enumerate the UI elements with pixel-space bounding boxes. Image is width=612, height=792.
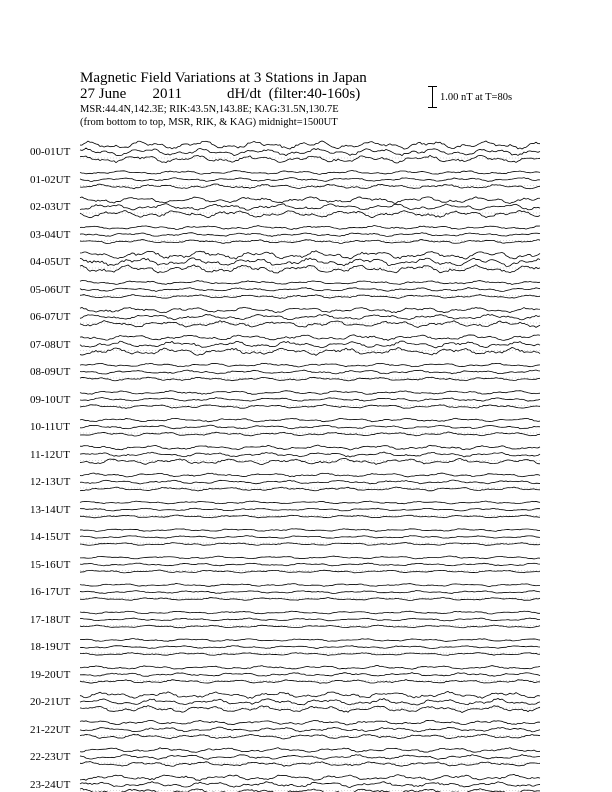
trace-kag <box>80 473 540 477</box>
row-label: 23-24UT <box>30 778 71 791</box>
trace-kag <box>80 363 540 367</box>
trace-kag <box>80 281 540 285</box>
row-label: 17-18UT <box>30 613 71 626</box>
trace-msr <box>80 347 540 355</box>
trace-msr <box>80 734 540 739</box>
trace-kag <box>80 611 540 614</box>
trace-kag <box>80 501 540 504</box>
trace-kag <box>80 583 540 586</box>
chart-title: Magnetic Field Variations at 3 Stations in Japan <box>80 70 367 86</box>
station-coordinates: MSR:44.4N,142.3E; RIK:43.5N,143.8E; KAG:31.5N,130.7E <box>80 104 339 115</box>
trace-kag <box>80 445 540 450</box>
row-label: 20-21UT <box>30 696 71 708</box>
trace-kag <box>80 171 540 175</box>
trace-kag <box>80 556 540 559</box>
row-label: 21-22UT <box>30 723 71 736</box>
trace-kag <box>80 418 540 422</box>
trace-kag <box>80 335 540 341</box>
trace-kag <box>80 391 540 395</box>
trace-msr <box>80 487 540 491</box>
trace-rik <box>80 563 540 566</box>
row-label: 22-23UT <box>30 751 71 763</box>
trace-msr <box>80 265 540 273</box>
trace-rik <box>80 618 540 621</box>
trace-msr <box>80 377 540 381</box>
trace-rik <box>80 258 540 266</box>
trace-msr <box>80 405 540 409</box>
trace-msr <box>80 788 540 792</box>
row-label: 07-08UT <box>30 338 71 351</box>
row-label: 04-05UT <box>30 256 71 268</box>
trace-msr <box>80 625 540 628</box>
trace-kag <box>80 666 540 670</box>
row-label: 08-09UT <box>30 366 71 378</box>
row-label: 01-02UT <box>30 173 71 186</box>
trace-msr <box>80 458 540 464</box>
row-label: 18-19UT <box>30 641 71 653</box>
trace-kag <box>80 720 540 725</box>
trace-kag <box>80 529 540 532</box>
trace-rik <box>80 178 540 182</box>
trace-msr <box>80 295 540 299</box>
trace-rik <box>80 673 540 677</box>
row-label: 06-07UT <box>30 311 71 323</box>
row-label: 19-20UT <box>30 668 71 681</box>
trace-rik <box>80 698 540 704</box>
trace-rik <box>80 782 540 788</box>
trace-rik <box>80 314 540 320</box>
scale-label: 1.00 nT at T=80s <box>440 92 513 103</box>
row-label: 11-12UT <box>30 448 70 461</box>
trace-kag <box>80 691 540 698</box>
trace-rik <box>80 370 540 374</box>
row-label: 16-17UT <box>30 586 71 598</box>
row-label: 13-14UT <box>30 503 71 516</box>
trace-msr <box>80 155 540 163</box>
trace-rik <box>80 508 540 511</box>
trace-rik <box>80 646 540 649</box>
trace-rik <box>80 727 540 732</box>
row-label: 14-15UT <box>30 531 71 543</box>
trace-msr <box>80 680 540 684</box>
row-label: 10-11UT <box>30 421 70 433</box>
trace-msr <box>80 211 540 218</box>
trace-rik <box>80 204 540 211</box>
trace-rik <box>80 591 540 594</box>
trace-order-note: (from bottom to top, MSR, RIK, & KAG) midnight=1500UT <box>80 117 338 128</box>
date-filter-line: 27 June 2011 dH/dt (filter:40-160s) <box>80 86 361 102</box>
row-label: 00-01UT <box>30 146 71 158</box>
trace-kag <box>80 197 540 204</box>
trace-rik <box>80 148 540 156</box>
trace-msr <box>80 321 540 328</box>
row-label: 15-16UT <box>30 558 71 571</box>
trace-kag <box>80 774 540 780</box>
trace-rik <box>80 536 540 539</box>
row-label: 02-03UT <box>30 201 71 213</box>
trace-kag <box>80 226 540 230</box>
trace-kag <box>80 748 540 753</box>
trace-kag <box>80 307 540 312</box>
trace-msr <box>80 706 540 713</box>
trace-msr <box>80 184 540 189</box>
trace-kag <box>80 639 540 642</box>
row-label: 03-04UT <box>30 228 71 241</box>
trace-rik <box>80 341 540 348</box>
trace-msr <box>80 432 540 436</box>
trace-rik <box>80 452 540 457</box>
trace-rik <box>80 755 540 760</box>
trace-rik <box>80 398 540 402</box>
row-label: 12-13UT <box>30 476 71 488</box>
trace-msr <box>80 240 540 244</box>
trace-rik <box>80 288 540 292</box>
row-label: 09-10UT <box>30 393 71 406</box>
trace-rik <box>80 233 540 237</box>
trace-rik <box>80 425 540 429</box>
row-label: 05-06UT <box>30 283 71 296</box>
trace-kag <box>80 141 540 149</box>
trace-msr <box>80 762 540 767</box>
trace-rik <box>80 480 540 484</box>
